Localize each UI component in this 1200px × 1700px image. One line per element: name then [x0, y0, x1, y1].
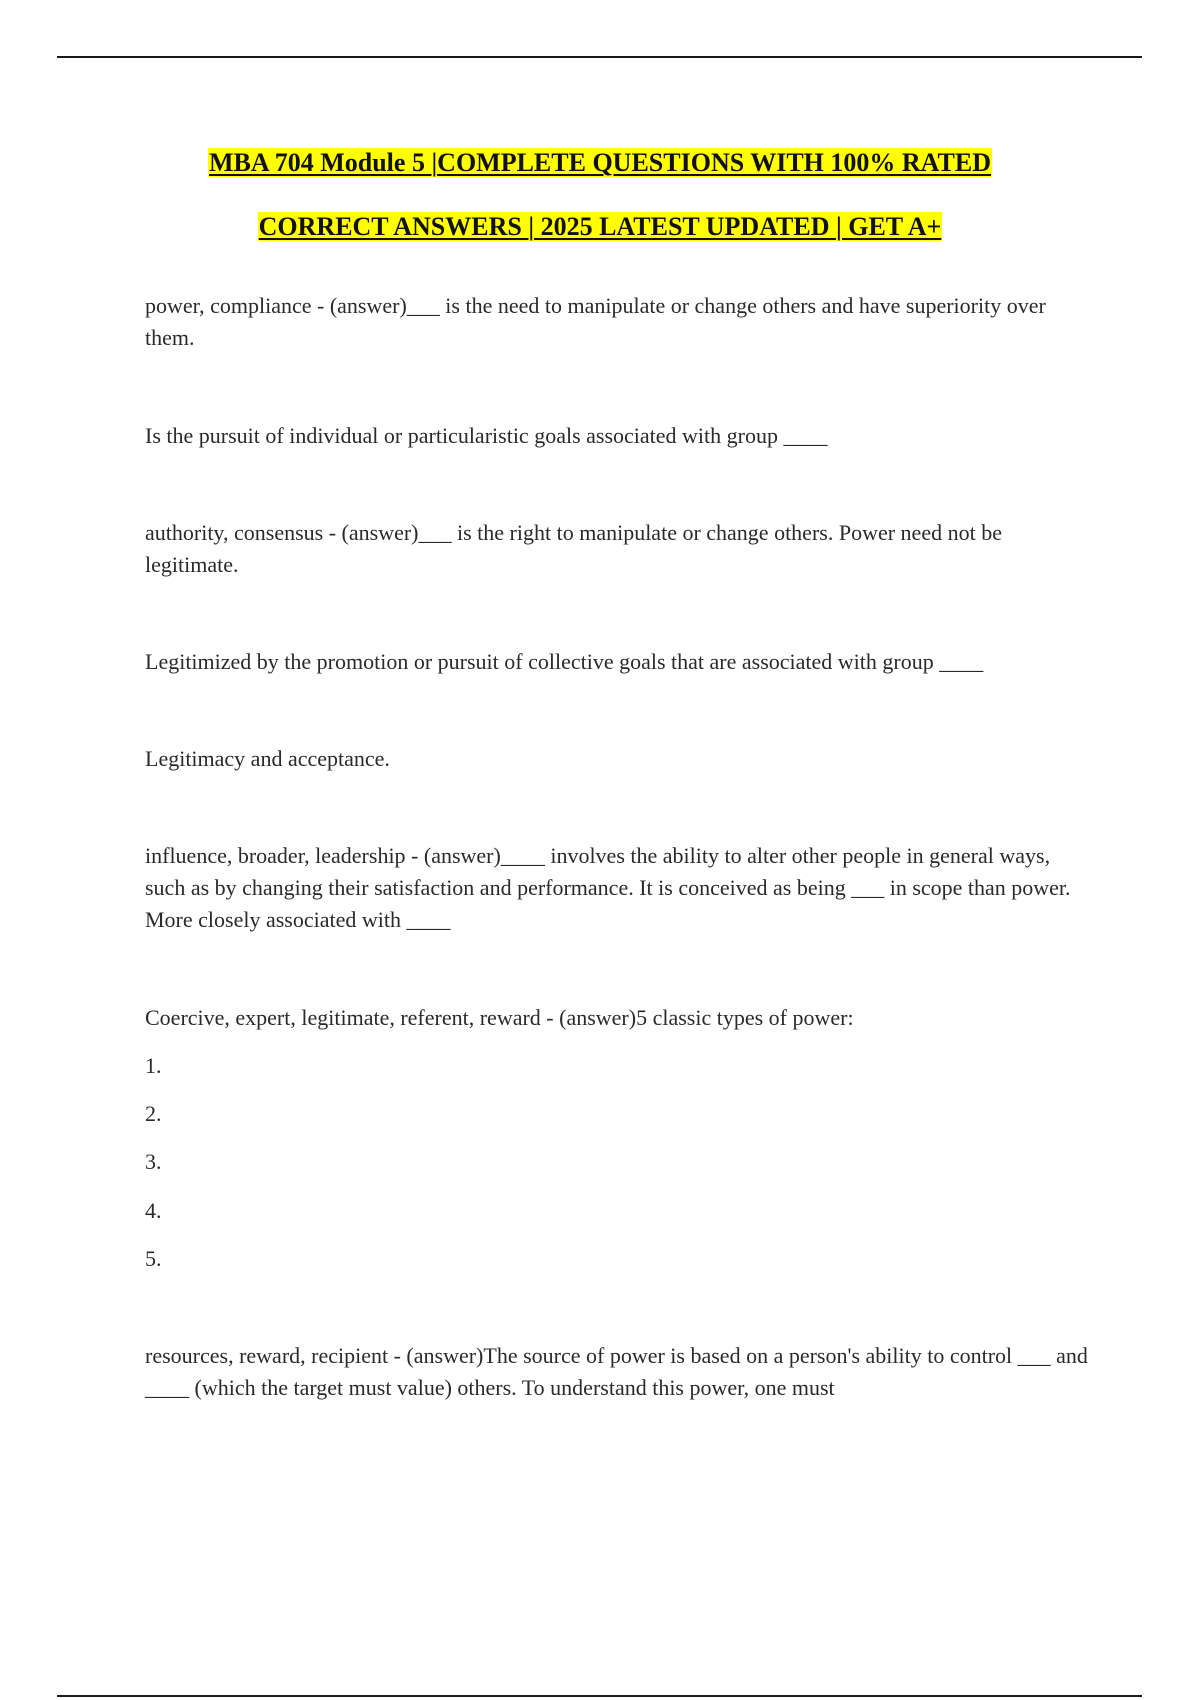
list-item-4: 4.: [145, 1198, 162, 1223]
paragraph-7: Coercive, expert, legitimate, referent, reward - (answer)5 classic types of power:: [145, 1005, 854, 1030]
paragraph-1: power, compliance - (answer)___ is the need to manipulate or change others and have superiority over them.: [145, 293, 1046, 350]
list-item-5: 5.: [145, 1246, 162, 1271]
list-item-3: 3.: [145, 1149, 162, 1174]
document-title-line-2: CORRECT ANSWERS | 2025 LATEST UPDATED | GET A+: [258, 212, 942, 241]
top-rule: [57, 56, 1142, 58]
list-item-1: 1.: [145, 1053, 162, 1078]
bottom-rule: [57, 1695, 1142, 1697]
paragraph-5: Legitimacy and acceptance.: [145, 746, 390, 771]
paragraph-6: influence, broader, leadership - (answer)____ involves the ability to alter other people in general ways, such as by changing their satisfaction and performance. It is conceived as being ___ in scope than power. More closely associated with ____: [145, 843, 1071, 932]
paragraph-2: Is the pursuit of individual or particularistic goals associated with group ____: [145, 423, 828, 448]
paragraph-4: Legitimized by the promotion or pursuit of collective goals that are associated with group ____: [145, 649, 984, 674]
paragraph-3: authority, consensus - (answer)___ is the right to manipulate or change others. Power need not be legitimate.: [145, 520, 1002, 577]
paragraph-8: resources, reward, recipient - (answer)The source of power is based on a person's ability to control ___ and ____ (which the target must value) others. To understand this power, one must: [145, 1343, 1088, 1400]
list-item-2: 2.: [145, 1101, 162, 1126]
document-title-line-1: MBA 704 Module 5 |COMPLETE QUESTIONS WITH 100% RATED: [209, 148, 991, 177]
